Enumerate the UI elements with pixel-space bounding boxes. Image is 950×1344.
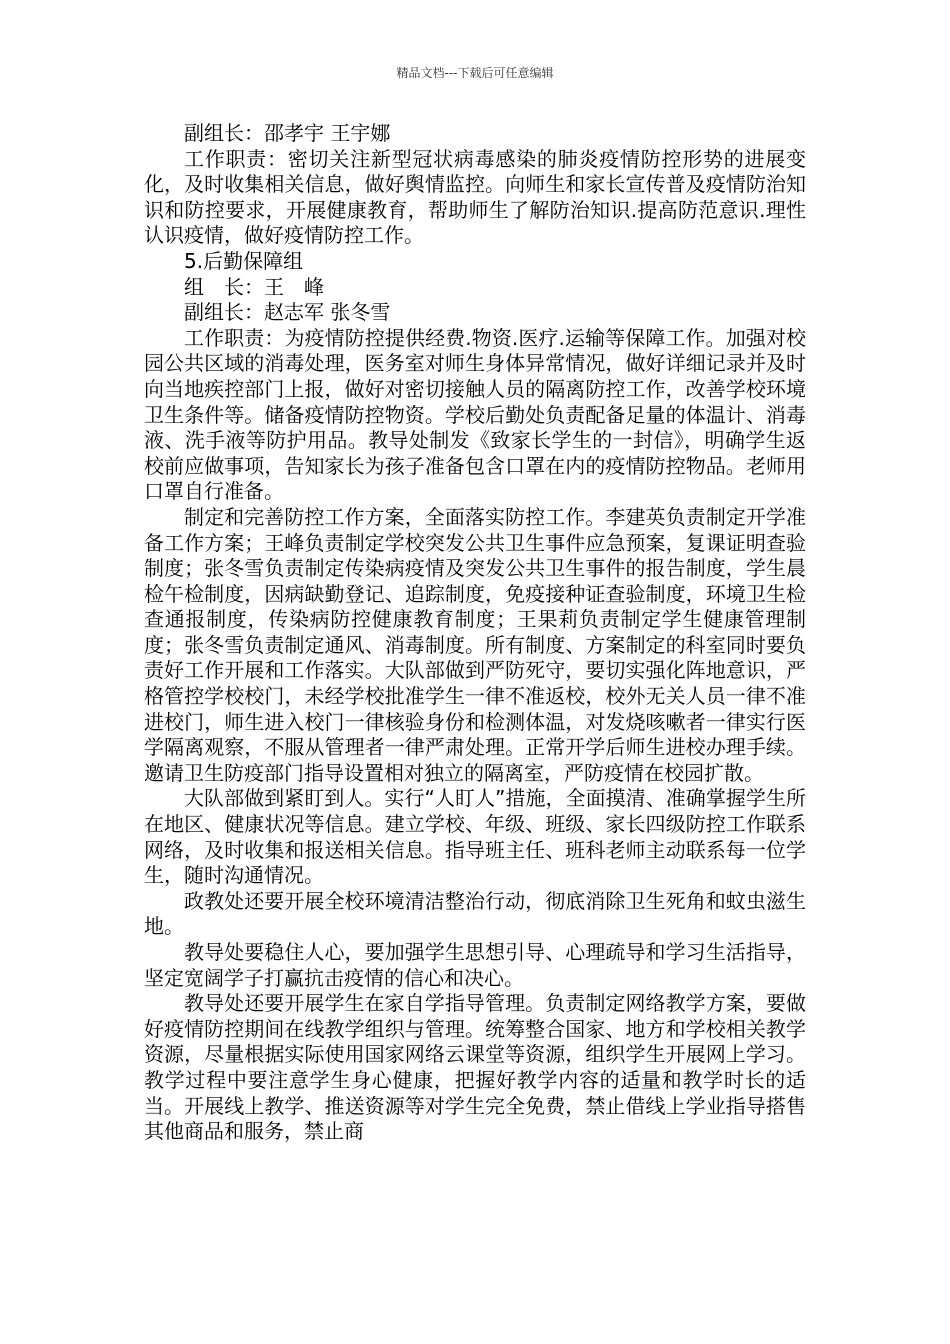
document-body xyxy=(144,121,806,1145)
deputy-leader-line-2: 副组长：赵志军 张冬雪 xyxy=(184,300,391,325)
section-heading-logistics: 5.后勤保障组 xyxy=(184,248,304,273)
body-paragraph: 教导处要稳住人心，要加强学生思想引导、心理疏导和学习生活指导，坚定宽阔学子打赢抗击疫情的信心和决心。 xyxy=(144,940,806,990)
responsibility-paragraph-2: 工作职责：为疫情防控提供经费.物资.医疗.运输等保障工作。加强对校园公共区域的消毒处理，医务室对师生身体异常情况，做好详细记录并及时向当地疾控部门上报，做好对密切接触人员的隔离防控工作，改善学校环境卫生条件等。储备疫情防控物资。学校后勤处负责配备足量的体温计、消毒液、洗手液等防护用品。教导处制发《致家长学生的一封信》，明确学生返校前应做事项，告知家长为孩子准备包含口罩在内的疫情防控物品。老师用口罩自行准备。 xyxy=(144,325,806,504)
leader-line: 组 长：王 峰 xyxy=(184,274,324,299)
body-paragraph: 大队部做到紧盯到人。实行“人盯人”措施，全面摸清、准确掌握学生所在地区、健康状况等信息。建立学校、年级、班级、家长四级防控工作联系网络，及时收集和报送相关信息。指导班主任、班科老师主动联系每一位学生，随时沟通情况。 xyxy=(144,786,806,888)
body-paragraph: 政教处还要开展全校环境清洁整治行动，彻底消除卫生死角和蚊虫滋生地。 xyxy=(144,888,806,939)
body-paragraph: 教导处还要开展学生在家自学指导管理。负责制定网络教学方案，要做好疫情防控期间在线教学组织与管理。统筹整合国家、地方和学校相关教学资源，尽量根据实际使用国家网络云课堂等资源，组织学生开展网上学习。教学过程中要注意学生身心健康，把握好教学内容的适量和教学时长的适当。开展线上教学、推送资源等对学生完全免费，禁止借线上学业指导搭售其他商品和服务，禁止商 xyxy=(144,991,806,1144)
deputy-leader-line-1: 副组长：邵孝宇 王宇娜 xyxy=(184,121,391,145)
page-header: 精品文档---下载后可任意编辑 xyxy=(396,66,554,80)
body-paragraph: 制定和完善防控工作方案，全面落实防控工作。李建英负责制定开学准备工作方案；王峰负责制定学校突发公共卫生事件应急预案，复课证明查验制度；张冬雪负责制定传染病疫情及突发公共卫生事件的报告制度，学生晨检午检制度，因病缺勤登记、追踪制度，免疫接种证查验制度，环境卫生检查通报制度，传染病防控健康教育制度；王果莉负责制定学生健康管理制度；张冬雪负责制定通风、消毒制度。所有制度、方案制定的科室同时要负责好工作开展和工作落实。大队部做到严防死守，要切实强化阵地意识，严格管控学校校门，未经学校批准学生一律不准返校，校外无关人员一律不准进校门，师生进入校门一律核验身份和检测体温，对发烧咳嗽者一律实行医学隔离观察，不服从管理者一律严肃处理。正常开学后师生进校办理手续。邀请卫生防疫部门指导设置相对独立的隔离室，严防疫情在校园扩散。 xyxy=(144,504,806,785)
responsibility-paragraph-1: 工作职责：密切关注新型冠状病毒感染的肺炎疫情防控形势的进展变化，及时收集相关信息，做好舆情监控。向师生和家长宣传普及疫情防治知识和防控要求，开展健康教育，帮助师生了解防治知识.提高防范意识.理性认识疫情，做好疫情防控工作。 xyxy=(144,146,806,248)
